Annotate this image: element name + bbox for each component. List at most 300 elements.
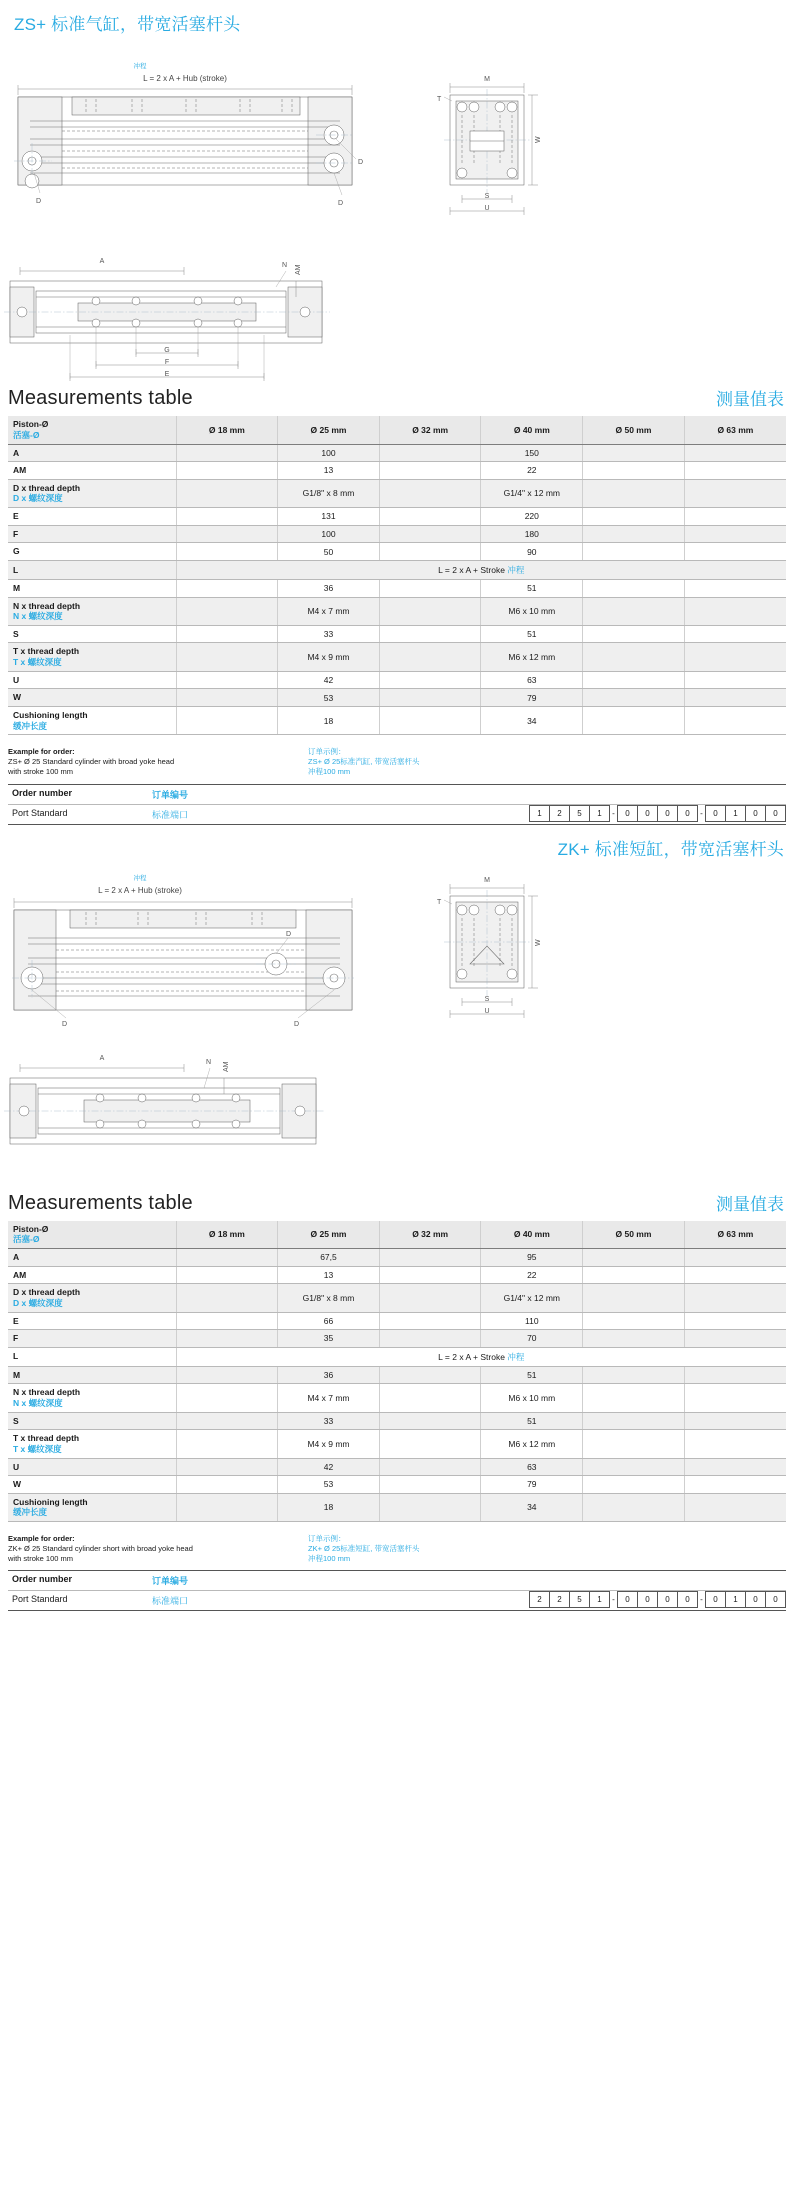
table-cell: [583, 1249, 685, 1267]
section-title-zs: ZS+ 标准气缸，带宽活塞杆头: [14, 15, 241, 34]
row-label-en: D x thread depth: [13, 482, 81, 493]
order-code-digit: 1: [725, 805, 746, 822]
table-cell: [379, 1412, 481, 1430]
dim-label-t-zs: T: [437, 96, 442, 103]
table-row: [8, 543, 786, 561]
table-cell: 33: [278, 625, 380, 643]
row-label-en: A: [13, 1252, 20, 1262]
table-cell: [176, 1330, 278, 1348]
order-code-digit: 1: [529, 805, 550, 822]
table-cell: 22: [481, 462, 583, 480]
order-number-label-en-zk: Order number: [12, 1574, 73, 1585]
dim-label-d1-zs: D: [358, 159, 364, 166]
dim-label-w-zk: W: [535, 938, 542, 946]
order-number-label-cn-zs: 订单编号: [152, 789, 189, 800]
table-row: [8, 625, 786, 643]
port-label-cn-zs: 标准端口: [152, 809, 189, 820]
col-18-zk: Ø 18 mm: [176, 1221, 278, 1249]
row-label-en: Cushioning length: [13, 709, 88, 720]
table-cell: [379, 1249, 481, 1267]
table-cell: 100: [278, 525, 380, 543]
order-code-digit: 1: [589, 805, 610, 822]
table-cell: [684, 444, 786, 462]
table-cell: [176, 625, 278, 643]
row-label-en: T x thread depth: [13, 646, 80, 657]
row-label-en: E: [13, 1315, 19, 1326]
table-cell: [379, 597, 481, 625]
table-cell: [684, 1412, 786, 1430]
table-row: [8, 1366, 786, 1384]
table-cell: 53: [278, 689, 380, 707]
dim-label-f-zs: F: [164, 359, 170, 366]
table-cell: 95: [481, 1249, 583, 1267]
row-label: [8, 560, 176, 579]
table-cell: 70: [481, 1330, 583, 1348]
table-cell: [176, 671, 278, 689]
col-40: Ø 40 mm: [481, 416, 583, 444]
table-cell: M4 x 7 mm: [278, 1384, 380, 1412]
table-cell: [176, 543, 278, 561]
row-label-en: S: [13, 1415, 19, 1426]
table-cell: 53: [278, 1476, 380, 1494]
row-label-en: T x thread depth: [13, 1433, 80, 1444]
table-cell: [176, 1249, 278, 1267]
row-label: [8, 1312, 176, 1330]
table-cell: 220: [481, 508, 583, 526]
table-cell: 13: [278, 1266, 380, 1284]
order-code-digit: 0: [637, 1591, 658, 1608]
table-cell: [583, 689, 685, 707]
order-number-label-cn-zk: 订单编号: [152, 1576, 189, 1587]
table-cell: [684, 1249, 786, 1267]
col-32: Ø 32 mm: [379, 416, 481, 444]
table-cell: 18: [278, 706, 380, 734]
table-cell: [379, 625, 481, 643]
table-cell: [583, 508, 685, 526]
row-label: [8, 508, 176, 526]
table-cell: [684, 1493, 786, 1521]
row-span-cell: L = 2 x A + Stroke 冲程: [176, 560, 786, 579]
dim-label-a-zs: A: [99, 258, 105, 265]
order-code-row-zs: [8, 804, 786, 825]
measurements-heading-en-zs: Measurements table: [8, 387, 193, 409]
table-cell: [176, 525, 278, 543]
piston-label-cn: 活塞-Ø: [13, 429, 40, 440]
table-cell: [176, 1458, 278, 1476]
table-cell: 110: [481, 1312, 583, 1330]
order-code-separator: -: [612, 808, 615, 818]
table-cell: [684, 625, 786, 643]
table-cell: [379, 643, 481, 671]
row-label-en: U: [13, 674, 20, 685]
row-label: [8, 1476, 176, 1494]
table-cell: [583, 625, 685, 643]
table-cell: 180: [481, 525, 583, 543]
table-cell: [176, 1430, 278, 1458]
table-row: [8, 1384, 786, 1412]
order-number-label-en-zs: Order number: [12, 787, 73, 798]
table-cell: 90: [481, 543, 583, 561]
table-cell: [379, 1493, 481, 1521]
table-cell: M6 x 10 mm: [481, 597, 583, 625]
table-cell: [379, 508, 481, 526]
row-label-en: N x thread depth: [13, 1387, 81, 1398]
dim-label-d3-zs: D: [36, 198, 42, 205]
table-cell: [176, 579, 278, 597]
table-cell: [583, 706, 685, 734]
section-title-zk: ZK+ 标准短缸，带宽活塞杆头: [557, 839, 784, 859]
order-code-boxes-zk: [530, 1591, 786, 1610]
row-label-en: L: [13, 1351, 19, 1362]
piston-label-en: Piston-Ø: [13, 419, 49, 430]
table-cell: [379, 1312, 481, 1330]
table-row: [8, 689, 786, 707]
table-cell: [176, 689, 278, 707]
order-code-digit: 0: [677, 1591, 698, 1608]
order-code-separator: -: [612, 1595, 615, 1605]
table-row: [8, 1347, 786, 1366]
table-cell: [684, 1366, 786, 1384]
table-cell: [583, 1493, 685, 1521]
table-cell: [379, 479, 481, 507]
table-cell: 13: [278, 462, 380, 480]
table-cell: 51: [481, 1412, 583, 1430]
order-code-digit: 0: [657, 1591, 678, 1608]
order-code-digit: 0: [677, 805, 698, 822]
stroke-label-cn-zk: 冲程: [133, 874, 147, 882]
row-label: [8, 525, 176, 543]
row-label: [8, 1430, 176, 1458]
table-cell: [583, 1430, 685, 1458]
table-cell: [684, 1330, 786, 1348]
dim-label-n-zk: N: [206, 1058, 212, 1066]
table-cell: G1/8" x 8 mm: [278, 479, 380, 507]
row-label: [8, 444, 176, 462]
table-row: [8, 508, 786, 526]
dim-label-m-zk: M: [484, 876, 490, 884]
measurements-table-zs: [8, 416, 786, 735]
dim-label-w-zs: W: [535, 136, 542, 143]
table-cell: [684, 1458, 786, 1476]
table-cell: [176, 706, 278, 734]
table-cell: [583, 1476, 685, 1494]
measurements-table-zk: [8, 1221, 786, 1523]
table-cell: [176, 1266, 278, 1284]
table-cell: [379, 1366, 481, 1384]
measurements-heading-en-zk: Measurements table: [8, 1191, 193, 1214]
row-label-cn: T x 螺纹深度: [13, 657, 62, 667]
dim-label-m-zs: M: [484, 76, 490, 83]
order-code-digit: 0: [657, 805, 678, 822]
table-cell: [583, 462, 685, 480]
table-header-row-zk: [8, 1221, 786, 1249]
row-label: [8, 1366, 176, 1384]
table-row: [8, 462, 786, 480]
order-example-line2-zs: with stroke 100 mm: [8, 767, 74, 777]
table-row: [8, 597, 786, 625]
table-cell: [176, 444, 278, 462]
table-cell: 150: [481, 444, 583, 462]
table-row: [8, 1458, 786, 1476]
table-cell: M4 x 9 mm: [278, 1430, 380, 1458]
table-cell: [684, 508, 786, 526]
table-cell: [684, 1476, 786, 1494]
dim-label-g-zs: G: [164, 347, 170, 354]
table-cell: [583, 1366, 685, 1384]
table-row: [8, 479, 786, 507]
table-cell: [176, 1493, 278, 1521]
order-code-digit: 2: [529, 1591, 550, 1608]
row-label-en: W: [13, 692, 22, 703]
table-cell: [176, 1412, 278, 1430]
table-row: [8, 1266, 786, 1284]
table-cell: 66: [278, 1312, 380, 1330]
table-cell: [583, 1284, 685, 1312]
table-cell: [684, 597, 786, 625]
order-number-row-zk: [8, 1570, 786, 1590]
table-cell: 36: [278, 1366, 380, 1384]
table-cell: 63: [481, 1458, 583, 1476]
row-label-en: W: [13, 1479, 22, 1490]
table-header-piston-zk: [8, 1221, 176, 1249]
dim-label-d1-zk: D: [286, 930, 292, 938]
order-code-digit: 0: [705, 1591, 726, 1608]
table-cell: [684, 525, 786, 543]
row-label: [8, 625, 176, 643]
col-50: Ø 50 mm: [583, 416, 685, 444]
table-cell: 35: [278, 1330, 380, 1348]
table-row: [8, 1312, 786, 1330]
row-label-cn: D x 螺纹深度: [13, 493, 63, 504]
table-cell: [379, 462, 481, 480]
table-cell: [684, 462, 786, 480]
table-cell: 131: [278, 508, 380, 526]
table-row: [8, 560, 786, 579]
technical-drawing-zs: [0, 35, 800, 385]
table-cell: [379, 1384, 481, 1412]
table-cell: 100: [278, 444, 380, 462]
row-label: [8, 1284, 176, 1312]
order-code-digit: 0: [617, 805, 638, 822]
row-label-en: U: [13, 1461, 20, 1472]
order-code-digit: 0: [745, 1591, 766, 1608]
table-cell: 42: [278, 671, 380, 689]
table-cell: [176, 1284, 278, 1312]
row-label-cn: N x 螺纹深度: [13, 611, 63, 622]
table-cell: [176, 1476, 278, 1494]
table-cell: [379, 1476, 481, 1494]
section-zk: [0, 825, 800, 1612]
table-cell: [684, 543, 786, 561]
table-cell: 18: [278, 1493, 380, 1521]
table-row: [8, 1249, 786, 1267]
dim-label-n-zs: N: [282, 262, 288, 269]
table-row: [8, 706, 786, 734]
table-cell: 22: [481, 1266, 583, 1284]
dim-label-u-zs: U: [484, 205, 490, 212]
table-cell: [583, 1458, 685, 1476]
row-label: [8, 543, 176, 561]
row-label-en: F: [13, 1333, 19, 1344]
order-example-line2-zk: with stroke 100 mm: [8, 1554, 74, 1564]
table-cell: [684, 479, 786, 507]
table-cell: [379, 1458, 481, 1476]
table-cell: [684, 1430, 786, 1458]
row-label: [8, 1330, 176, 1348]
table-cell: M6 x 12 mm: [481, 1430, 583, 1458]
dim-label-e-zs: E: [164, 371, 170, 378]
table-cell: G1/8" x 8 mm: [278, 1284, 380, 1312]
table-cell: M6 x 12 mm: [481, 643, 583, 671]
row-label: [8, 671, 176, 689]
measurements-heading-cn-zk: 测量值表: [716, 1194, 784, 1214]
table-cell: [684, 1284, 786, 1312]
order-code-digit: 0: [705, 805, 726, 822]
row-label: [8, 462, 176, 480]
order-code-digit: 5: [569, 1591, 590, 1608]
order-example-line1-zs: ZS+ Ø 25 Standard cylinder with broad yoke head: [8, 757, 175, 767]
dim-label-a-zk: A: [99, 1054, 105, 1062]
order-example-cn-title-zk: 订单示例：: [308, 1534, 346, 1543]
table-cell: [583, 1412, 685, 1430]
table-cell: M4 x 7 mm: [278, 597, 380, 625]
order-code-digit: 0: [765, 1591, 786, 1608]
row-label: [8, 1412, 176, 1430]
table-cell: [176, 479, 278, 507]
table-row: [8, 1330, 786, 1348]
order-block-zk: [8, 1534, 786, 1611]
table-cell: 36: [278, 579, 380, 597]
table-cell: [379, 543, 481, 561]
table-body-zk: [8, 1249, 786, 1522]
order-code-digit: 0: [637, 805, 658, 822]
table-cell: [583, 543, 685, 561]
row-label-en: G: [13, 546, 20, 557]
table-cell: [379, 1330, 481, 1348]
table-cell: 63: [481, 671, 583, 689]
dim-label-d2-zk: D: [294, 1020, 300, 1028]
order-code-digit: 0: [617, 1591, 638, 1608]
col-63: Ø 63 mm: [684, 416, 786, 444]
row-label: [8, 1347, 176, 1366]
col-63-zk: Ø 63 mm: [684, 1221, 786, 1249]
section-zs: [0, 0, 800, 825]
order-example-cn-line2-zk: 冲程100 mm: [308, 1554, 351, 1564]
table-cell: G1/4" x 12 mm: [481, 479, 583, 507]
row-label-en: N x thread depth: [13, 600, 81, 611]
order-example-cn-line1-zk: ZK+ Ø 25标准短缸, 带宽活塞杆头: [308, 1544, 420, 1554]
row-label-cn: D x 螺纹深度: [13, 1297, 63, 1308]
row-label: [8, 706, 176, 734]
order-example-cn-line2-zs: 冲程100 mm: [308, 767, 351, 777]
table-cell: 33: [278, 1412, 380, 1430]
table-cell: [379, 444, 481, 462]
table-cell: [176, 508, 278, 526]
table-cell: [176, 1366, 278, 1384]
table-cell: [379, 579, 481, 597]
table-cell: [176, 1312, 278, 1330]
table-cell: G1/4" x 12 mm: [481, 1284, 583, 1312]
table-cell: [583, 1384, 685, 1412]
dim-label-s-zk: S: [484, 995, 490, 1003]
dim-label-d3-zk: D: [62, 1020, 68, 1028]
dim-label-s-zs: S: [484, 193, 490, 200]
order-code-row-zk: [8, 1590, 786, 1611]
port-label-cn-zk: 标准端口: [152, 1596, 189, 1607]
row-label-en: M: [13, 1369, 21, 1380]
table-row: [8, 643, 786, 671]
order-code-digit: 2: [549, 805, 570, 822]
table-cell: 79: [481, 689, 583, 707]
table-cell: 51: [481, 625, 583, 643]
table-cell: [379, 689, 481, 707]
table-row: [8, 671, 786, 689]
table-cell: 79: [481, 1476, 583, 1494]
table-cell: [176, 597, 278, 625]
row-label-en: AM: [13, 465, 27, 476]
table-cell: [583, 525, 685, 543]
col-25: Ø 25 mm: [278, 416, 380, 444]
table-cell: 51: [481, 1366, 583, 1384]
table-cell: [684, 689, 786, 707]
dim-label-am-zs: AM: [295, 264, 302, 275]
table-cell: [684, 1266, 786, 1284]
table-cell: [583, 597, 685, 625]
row-label: [8, 579, 176, 597]
drawing-block-zk: [0, 860, 800, 1190]
length-formula-zk: L = 2 x A + Hub (stroke): [98, 885, 182, 895]
measurements-heading-zk: [0, 1190, 800, 1221]
row-label: [8, 1384, 176, 1412]
row-span-cell-cn: 冲程: [507, 1351, 525, 1362]
order-code-digit: 0: [745, 805, 766, 822]
length-formula-zs: L = 2 x A + Hub (stroke): [143, 74, 227, 83]
table-cell: [583, 479, 685, 507]
order-code-digit: 2: [549, 1591, 570, 1608]
table-cell: [684, 671, 786, 689]
table-row: [8, 1493, 786, 1521]
row-label: [8, 1458, 176, 1476]
col-25-zk: Ø 25 mm: [278, 1221, 380, 1249]
table-cell: [684, 706, 786, 734]
table-cell: [583, 444, 685, 462]
table-row: [8, 444, 786, 462]
measurements-heading-zs: [0, 385, 800, 416]
table-header-row-zs: [8, 416, 786, 444]
row-label: [8, 1266, 176, 1284]
table-cell: [684, 1384, 786, 1412]
order-code-digit: 1: [589, 1591, 610, 1608]
table-cell: 42: [278, 1458, 380, 1476]
row-label: [8, 1249, 176, 1267]
table-cell: [379, 1284, 481, 1312]
col-32-zk: Ø 32 mm: [379, 1221, 481, 1249]
table-row: [8, 1284, 786, 1312]
col-50-zk: Ø 50 mm: [583, 1221, 685, 1249]
order-code-separator: -: [700, 1595, 703, 1605]
table-row: [8, 525, 786, 543]
table-row: [8, 1430, 786, 1458]
table-cell: [583, 1312, 685, 1330]
table-cell: [684, 643, 786, 671]
row-label-en: M: [13, 582, 21, 593]
table-body-zs: [8, 444, 786, 735]
dim-label-u-zk: U: [484, 1007, 490, 1015]
table-cell: 50: [278, 543, 380, 561]
table-cell: [176, 1384, 278, 1412]
row-label-en: D x thread depth: [13, 1287, 81, 1298]
row-label: [8, 597, 176, 625]
